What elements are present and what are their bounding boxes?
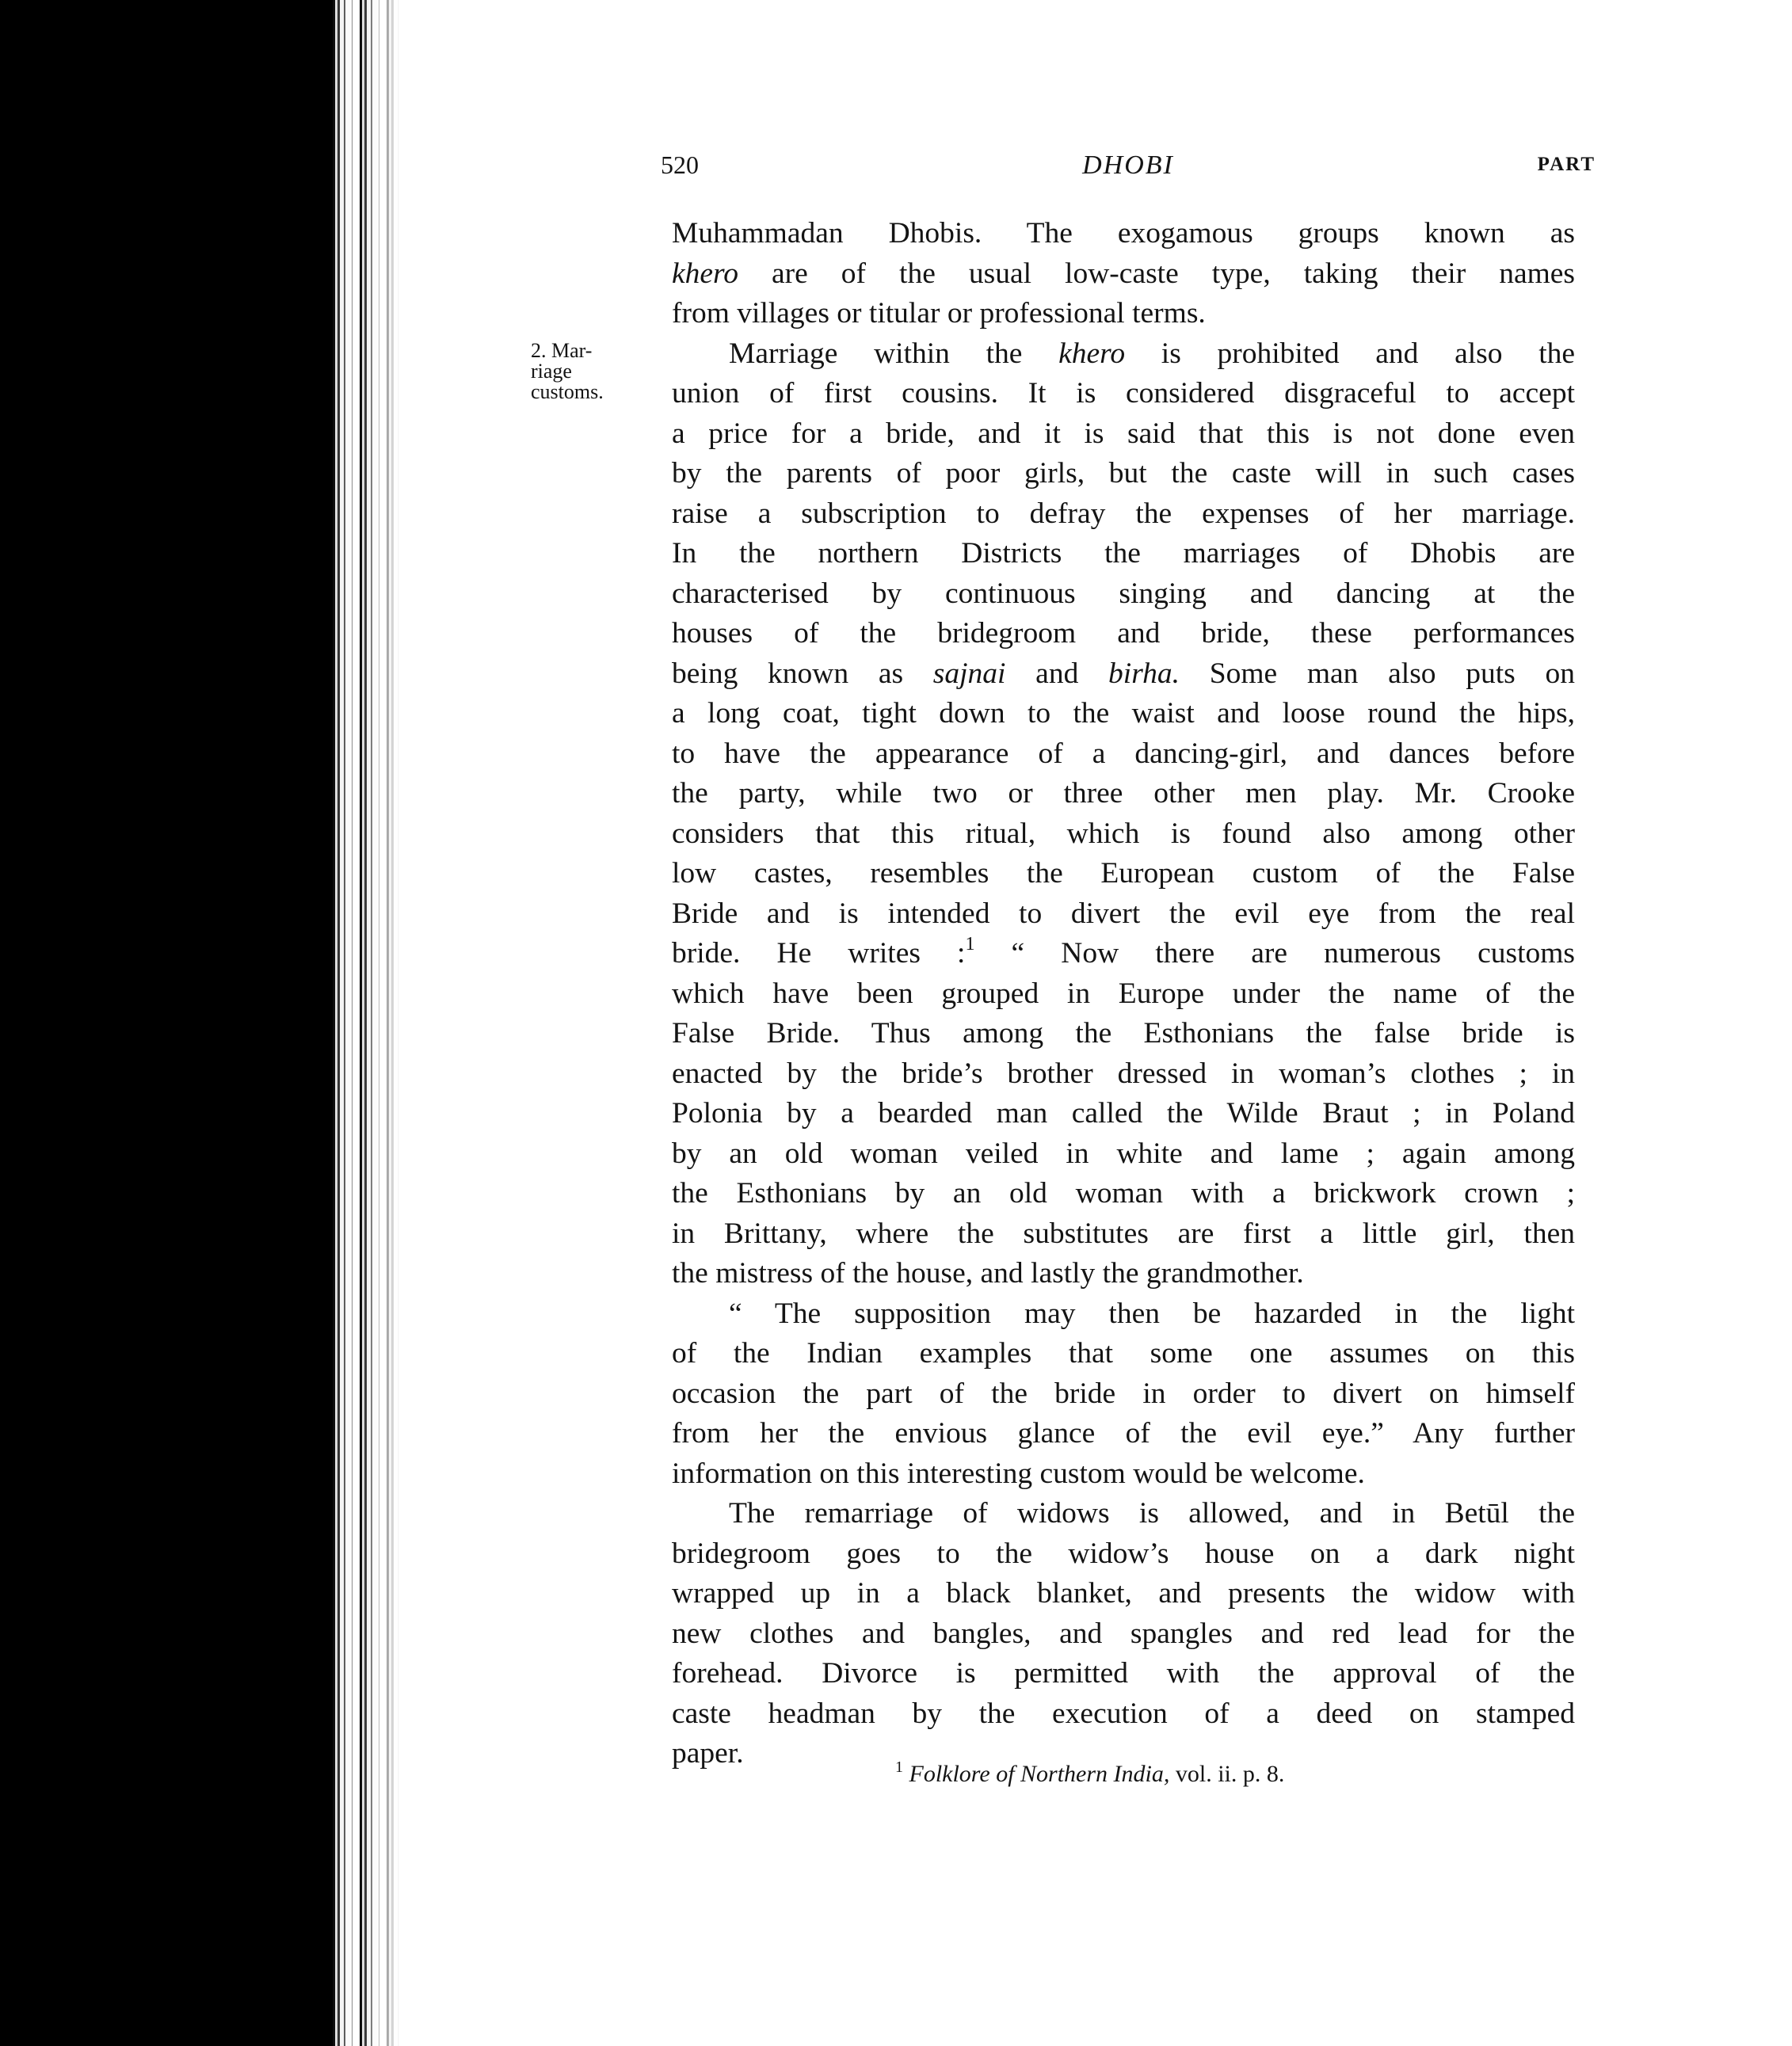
text-run: “ Now there are numerous customs bbox=[974, 937, 1576, 970]
text-line: raise a subscription to defray the expenses of her marriage. bbox=[672, 497, 1575, 530]
scan-gutter-shadow bbox=[0, 0, 333, 2046]
text-line: new clothes and bangles, and spangles and red lead for the bbox=[672, 1617, 1575, 1650]
text-run: being known as bbox=[672, 657, 933, 690]
text-line: to have the appearance of a dancing-girl, and dances before bbox=[672, 737, 1575, 770]
margin-note-line: customs. bbox=[531, 380, 604, 403]
text-run: is prohibited and also the bbox=[1125, 337, 1576, 370]
text-line: union of first cousins. It is considered disgraceful to accept bbox=[672, 377, 1575, 410]
running-header bbox=[661, 150, 1596, 182]
text-run: Marriage within the bbox=[729, 337, 1059, 370]
text-line: from villages or titular or professional terms. bbox=[672, 297, 1206, 330]
text-line: by the parents of poor girls, but the caste will in such cases bbox=[672, 457, 1575, 490]
text-line: In the northern Districts the marriages of Dhobis are bbox=[672, 537, 1575, 570]
part-label: PART bbox=[1537, 154, 1596, 175]
scan-page-edge bbox=[333, 0, 404, 2046]
text-line: enacted by the bride’s brother dressed in woman’s clothes ; in bbox=[672, 1057, 1575, 1090]
text-line bbox=[672, 334, 1575, 375]
text-line bbox=[672, 934, 1575, 974]
text-line: in Brittany, where the substitutes are first a little girl, then bbox=[672, 1217, 1575, 1250]
text-line: houses of the bridegroom and bride, these performances bbox=[672, 617, 1575, 650]
text-line: the mistress of the house, and lastly the grandmother. bbox=[672, 1257, 1304, 1290]
text-line bbox=[672, 254, 1575, 295]
text-line: caste headman by the execution of a deed on stamped bbox=[672, 1697, 1575, 1730]
text-line: The remarriage of widows is allowed, and in Betūl the bbox=[729, 1497, 1575, 1530]
italic-term: birha. bbox=[1108, 657, 1180, 690]
text-line: considers that this ritual, which is found also among other bbox=[672, 817, 1575, 850]
text-line: occasion the part of the bride in order to divert on himself bbox=[672, 1377, 1575, 1410]
text-run: bride. He writes : bbox=[672, 937, 966, 970]
footnote-title: Folklore of Northern India, bbox=[909, 1761, 1170, 1787]
text-line: low castes, resembles the European custom of the False bbox=[672, 857, 1575, 890]
italic-term: sajnai bbox=[932, 657, 1006, 690]
page-number: 520 bbox=[661, 150, 699, 179]
text-line: a price for a bride, and it is said that this is not done even bbox=[672, 417, 1575, 450]
text-run: and bbox=[1005, 657, 1109, 690]
text-line: a long coat, tight down to the waist and loose round the hips, bbox=[672, 697, 1575, 730]
text-line: bridegroom goes to the widow’s house on a dark night bbox=[672, 1537, 1575, 1570]
footnote-marker: 1 bbox=[895, 1758, 903, 1776]
text-line: by an old woman veiled in white and lame ; again among bbox=[672, 1137, 1575, 1170]
text-line: Bride and is intended to divert the evil eye from the real bbox=[672, 897, 1575, 930]
text-line: False Bride. Thus among the Esthonians the false bride is bbox=[672, 1017, 1575, 1050]
margin-note-line: riage bbox=[531, 360, 572, 383]
text-line: Muhammadan Dhobis. The exogamous groups known as bbox=[672, 217, 1575, 250]
text-line: from her the envious glance of the evil eye.” Any further bbox=[672, 1417, 1575, 1450]
text-line: characterised by continuous singing and dancing at the bbox=[672, 577, 1575, 610]
text-run: Some man also puts on bbox=[1180, 657, 1575, 690]
footnote-ref: 1 bbox=[965, 934, 975, 954]
text-line: wrapped up in a black blanket, and presents the widow with bbox=[672, 1577, 1575, 1610]
text-line: forehead. Divorce is permitted with the approval of the bbox=[672, 1657, 1575, 1690]
italic-term: khero bbox=[1058, 337, 1126, 370]
body-text bbox=[672, 214, 1575, 1774]
footnote-text: vol. ii. p. 8. bbox=[1169, 1761, 1285, 1787]
running-title: DHOBI bbox=[1082, 150, 1174, 180]
text-line: Polonia by a bearded man called the Wilde Braut ; in Poland bbox=[672, 1097, 1575, 1130]
text-line: the party, while two or three other men play. Mr. Crooke bbox=[672, 777, 1575, 810]
italic-term: khero bbox=[672, 257, 738, 290]
text-line: information on this interesting custom would be welcome. bbox=[672, 1457, 1365, 1490]
text-line bbox=[672, 654, 1575, 695]
text-line: paper. bbox=[672, 1737, 744, 1770]
text-run: are of the usual low-caste type, taking their names bbox=[738, 257, 1575, 290]
text-line: which have been grouped in Europe under the name of the bbox=[672, 977, 1575, 1010]
footnote bbox=[895, 1758, 1284, 1790]
margin-note-line: 2. Mar- bbox=[531, 339, 593, 362]
text-line: the Esthonians by an old woman with a brickwork crown ; bbox=[672, 1177, 1575, 1210]
text-line: “ The supposition may then be hazarded in the light bbox=[729, 1297, 1575, 1330]
margin-note bbox=[531, 341, 642, 402]
text-line: of the Indian examples that some one assumes on this bbox=[672, 1337, 1575, 1370]
